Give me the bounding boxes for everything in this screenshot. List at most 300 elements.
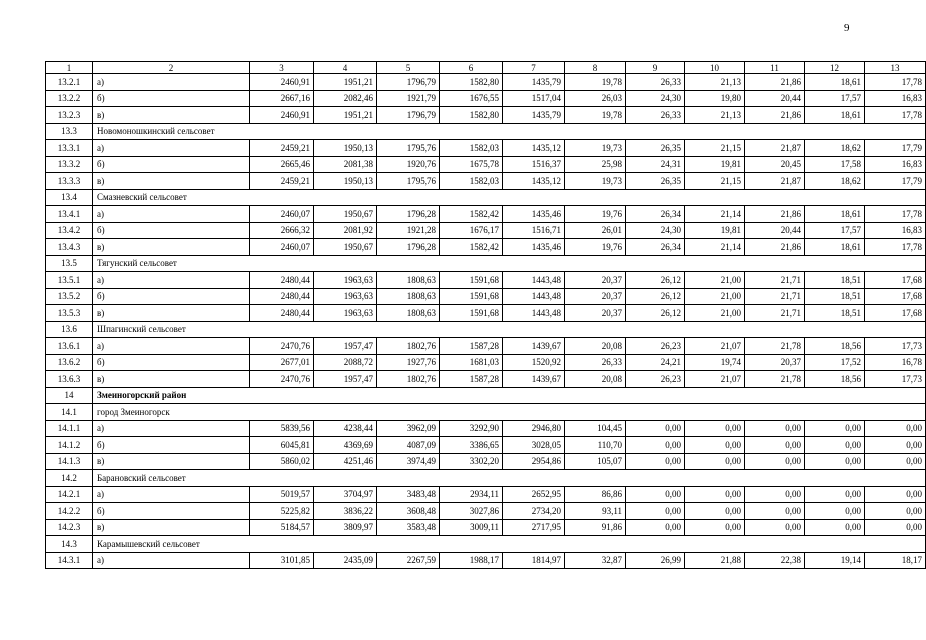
value-cell: 16,83: [865, 90, 926, 107]
row-code: 13.6.1: [46, 338, 93, 355]
value-cell: 26,01: [565, 222, 626, 239]
value-cell: 20,37: [565, 272, 626, 289]
value-cell: 0,00: [626, 503, 685, 520]
value-cell: 21,00: [685, 272, 745, 289]
row-code: 14.2.2: [46, 503, 93, 520]
value-cell: 1435,12: [503, 140, 565, 157]
value-cell: 17,73: [865, 338, 926, 355]
value-cell: 20,08: [565, 338, 626, 355]
value-cell: 1950,13: [314, 173, 377, 190]
row-variant: в): [93, 173, 250, 190]
value-cell: 16,83: [865, 222, 926, 239]
row-code: 13.2.1: [46, 74, 93, 91]
value-cell: 17,68: [865, 272, 926, 289]
value-cell: 19,73: [565, 140, 626, 157]
value-cell: 1950,67: [314, 206, 377, 223]
value-cell: 1921,28: [377, 222, 440, 239]
table-row: [46, 74, 926, 91]
value-cell: 26,35: [626, 140, 685, 157]
row-variant: б): [93, 156, 250, 173]
value-cell: 2459,21: [250, 140, 314, 157]
row-variant: а): [93, 420, 250, 437]
value-cell: 17,79: [865, 140, 926, 157]
value-cell: 21,07: [685, 338, 745, 355]
value-cell: 2082,46: [314, 90, 377, 107]
value-cell: 17,52: [805, 354, 865, 371]
row-code: 13.6.2: [46, 354, 93, 371]
value-cell: 1796,79: [377, 74, 440, 91]
row-code: 13.4.2: [46, 222, 93, 239]
value-cell: 0,00: [865, 453, 926, 470]
value-cell: 21,78: [745, 338, 805, 355]
district-row: [46, 387, 926, 404]
value-cell: 5839,56: [250, 420, 314, 437]
value-cell: 1435,79: [503, 74, 565, 91]
value-cell: 0,00: [626, 437, 685, 454]
value-cell: 1591,68: [440, 305, 503, 322]
row-code: 14.2.3: [46, 519, 93, 536]
value-cell: 17,68: [865, 288, 926, 305]
column-header: 3: [250, 62, 314, 74]
section-row: [46, 255, 926, 272]
value-cell: 21,07: [685, 371, 745, 388]
section-code: 13.5: [46, 255, 93, 272]
value-cell: 26,99: [626, 552, 685, 569]
section-code: 14: [46, 387, 93, 404]
value-cell: 21,88: [685, 552, 745, 569]
header-row: [46, 62, 926, 74]
value-cell: 4087,09: [377, 437, 440, 454]
value-cell: 1517,04: [503, 90, 565, 107]
value-cell: 0,00: [865, 437, 926, 454]
value-cell: 2934,11: [440, 486, 503, 503]
value-cell: 1988,17: [440, 552, 503, 569]
value-cell: 2460,91: [250, 74, 314, 91]
value-cell: 2460,91: [250, 107, 314, 124]
value-cell: 1921,79: [377, 90, 440, 107]
value-cell: 0,00: [745, 420, 805, 437]
value-cell: 1795,76: [377, 140, 440, 157]
value-cell: 17,68: [865, 305, 926, 322]
row-variant: в): [93, 519, 250, 536]
value-cell: 1676,17: [440, 222, 503, 239]
value-cell: 2470,76: [250, 338, 314, 355]
value-cell: 3608,48: [377, 503, 440, 520]
value-cell: 26,12: [626, 272, 685, 289]
value-cell: 21,14: [685, 206, 745, 223]
row-variant: в): [93, 371, 250, 388]
value-cell: 1675,78: [440, 156, 503, 173]
value-cell: 1582,80: [440, 74, 503, 91]
value-cell: 16,78: [865, 354, 926, 371]
table-row: [46, 338, 926, 355]
value-cell: 17,78: [865, 206, 926, 223]
value-cell: 19,81: [685, 222, 745, 239]
column-header: 8: [565, 62, 626, 74]
value-cell: 21,15: [685, 173, 745, 190]
value-cell: 6045,81: [250, 437, 314, 454]
value-cell: 21,00: [685, 288, 745, 305]
column-header: 4: [314, 62, 377, 74]
value-cell: 2946,80: [503, 420, 565, 437]
section-title: Карамышевский сельсовет: [93, 536, 926, 553]
row-variant: а): [93, 140, 250, 157]
value-cell: 2460,07: [250, 239, 314, 256]
row-code: 13.4.1: [46, 206, 93, 223]
table-row: [46, 173, 926, 190]
value-cell: 1582,80: [440, 107, 503, 124]
value-cell: 21,86: [745, 239, 805, 256]
section-code: 14.2: [46, 470, 93, 487]
table-row: [46, 371, 926, 388]
value-cell: 24,21: [626, 354, 685, 371]
value-cell: 1796,79: [377, 107, 440, 124]
value-cell: 25,98: [565, 156, 626, 173]
table-row: [46, 107, 926, 124]
table-row: [46, 453, 926, 470]
value-cell: 1591,68: [440, 288, 503, 305]
value-cell: 3704,97: [314, 486, 377, 503]
value-cell: 2954,86: [503, 453, 565, 470]
value-cell: 1435,46: [503, 239, 565, 256]
value-cell: 26,23: [626, 338, 685, 355]
value-cell: 26,33: [565, 354, 626, 371]
value-cell: 21,78: [745, 371, 805, 388]
value-cell: 1582,42: [440, 239, 503, 256]
row-variant: в): [93, 305, 250, 322]
value-cell: 1796,28: [377, 239, 440, 256]
value-cell: 1950,13: [314, 140, 377, 157]
table-row: [46, 90, 926, 107]
value-cell: 2267,59: [377, 552, 440, 569]
column-header: 2: [93, 62, 250, 74]
column-header: 10: [685, 62, 745, 74]
value-cell: 1587,28: [440, 371, 503, 388]
value-cell: 1920,76: [377, 156, 440, 173]
value-cell: 2666,32: [250, 222, 314, 239]
district-title: Змеиногорский район: [93, 387, 926, 404]
column-header: 9: [626, 62, 685, 74]
row-code: 14.3.1: [46, 552, 93, 569]
value-cell: 3836,22: [314, 503, 377, 520]
value-cell: 21,14: [685, 239, 745, 256]
value-cell: 26,03: [565, 90, 626, 107]
value-cell: 19,81: [685, 156, 745, 173]
value-cell: 18,56: [805, 371, 865, 388]
value-cell: 0,00: [626, 519, 685, 536]
value-cell: 0,00: [865, 420, 926, 437]
value-cell: 3386,65: [440, 437, 503, 454]
table-row: [46, 503, 926, 520]
value-cell: 0,00: [745, 437, 805, 454]
value-cell: 20,44: [745, 222, 805, 239]
value-cell: 2081,38: [314, 156, 377, 173]
value-cell: 3027,86: [440, 503, 503, 520]
value-cell: 18,61: [805, 107, 865, 124]
table-row: [46, 486, 926, 503]
value-cell: 2480,44: [250, 305, 314, 322]
table-row: [46, 239, 926, 256]
value-cell: 93,11: [565, 503, 626, 520]
row-code: 13.2.2: [46, 90, 93, 107]
value-cell: 19,76: [565, 239, 626, 256]
value-cell: 0,00: [745, 519, 805, 536]
row-code: 13.5.3: [46, 305, 93, 322]
value-cell: 18,61: [805, 239, 865, 256]
value-cell: 4238,44: [314, 420, 377, 437]
value-cell: 1582,03: [440, 173, 503, 190]
value-cell: 2652,95: [503, 486, 565, 503]
value-cell: 1520,92: [503, 354, 565, 371]
value-cell: 18,51: [805, 288, 865, 305]
value-cell: 5184,57: [250, 519, 314, 536]
value-cell: 1957,47: [314, 371, 377, 388]
row-variant: а): [93, 338, 250, 355]
row-variant: а): [93, 74, 250, 91]
value-cell: 3302,20: [440, 453, 503, 470]
value-cell: 17,79: [865, 173, 926, 190]
value-cell: 1443,48: [503, 288, 565, 305]
table-row: [46, 156, 926, 173]
value-cell: 18,62: [805, 173, 865, 190]
value-cell: 1435,79: [503, 107, 565, 124]
value-cell: 0,00: [626, 453, 685, 470]
row-variant: а): [93, 272, 250, 289]
section-row: [46, 189, 926, 206]
value-cell: 1443,48: [503, 305, 565, 322]
value-cell: 2717,95: [503, 519, 565, 536]
section-title: Тягунский сельсовет: [93, 255, 926, 272]
value-cell: 110,70: [565, 437, 626, 454]
value-cell: 0,00: [745, 486, 805, 503]
value-cell: 20,45: [745, 156, 805, 173]
value-cell: 1808,63: [377, 272, 440, 289]
value-cell: 1582,03: [440, 140, 503, 157]
value-cell: 0,00: [685, 453, 745, 470]
row-variant: б): [93, 503, 250, 520]
value-cell: 26,35: [626, 173, 685, 190]
row-variant: б): [93, 90, 250, 107]
value-cell: 0,00: [805, 486, 865, 503]
value-cell: 20,37: [565, 305, 626, 322]
value-cell: 21,13: [685, 107, 745, 124]
value-cell: 3809,97: [314, 519, 377, 536]
section-code: 13.3: [46, 123, 93, 140]
value-cell: 1950,67: [314, 239, 377, 256]
value-cell: 17,73: [865, 371, 926, 388]
value-cell: 24,31: [626, 156, 685, 173]
value-cell: 4369,69: [314, 437, 377, 454]
value-cell: 24,30: [626, 90, 685, 107]
value-cell: 5019,57: [250, 486, 314, 503]
row-variant: б): [93, 288, 250, 305]
value-cell: 18,56: [805, 338, 865, 355]
value-cell: 0,00: [805, 519, 865, 536]
value-cell: 20,08: [565, 371, 626, 388]
value-cell: 0,00: [805, 437, 865, 454]
value-cell: 1802,76: [377, 338, 440, 355]
value-cell: 1795,76: [377, 173, 440, 190]
value-cell: 26,34: [626, 206, 685, 223]
value-cell: 19,73: [565, 173, 626, 190]
section-row: [46, 321, 926, 338]
section-row: [46, 470, 926, 487]
table-row: [46, 305, 926, 322]
value-cell: 1676,55: [440, 90, 503, 107]
value-cell: 26,33: [626, 74, 685, 91]
row-code: 13.3.1: [46, 140, 93, 157]
value-cell: 0,00: [626, 486, 685, 503]
value-cell: 1443,48: [503, 272, 565, 289]
value-cell: 3962,09: [377, 420, 440, 437]
value-cell: 1951,21: [314, 74, 377, 91]
row-code: 14.1.2: [46, 437, 93, 454]
value-cell: 2435,09: [314, 552, 377, 569]
value-cell: 17,57: [805, 90, 865, 107]
column-header: 12: [805, 62, 865, 74]
value-cell: 1591,68: [440, 272, 503, 289]
value-cell: 19,78: [565, 107, 626, 124]
row-variant: б): [93, 354, 250, 371]
value-cell: 1681,03: [440, 354, 503, 371]
value-cell: 17,58: [805, 156, 865, 173]
row-variant: в): [93, 453, 250, 470]
table-row: [46, 552, 926, 569]
row-variant: в): [93, 107, 250, 124]
value-cell: 21,87: [745, 173, 805, 190]
value-cell: 2460,07: [250, 206, 314, 223]
row-code: 14.1.1: [46, 420, 93, 437]
value-cell: 1957,47: [314, 338, 377, 355]
table-row: [46, 437, 926, 454]
table-row: [46, 206, 926, 223]
table-row: [46, 420, 926, 437]
section-row: [46, 536, 926, 553]
value-cell: 2677,01: [250, 354, 314, 371]
value-cell: 3974,49: [377, 453, 440, 470]
value-cell: 19,76: [565, 206, 626, 223]
value-cell: 26,33: [626, 107, 685, 124]
value-cell: 21,71: [745, 272, 805, 289]
section-row: [46, 123, 926, 140]
section-title: Шпагинский сельсовет: [93, 321, 926, 338]
value-cell: 17,78: [865, 74, 926, 91]
value-cell: 0,00: [626, 420, 685, 437]
row-code: 14.1.3: [46, 453, 93, 470]
page-number: 9: [844, 22, 850, 34]
value-cell: 0,00: [805, 453, 865, 470]
value-cell: 3101,85: [250, 552, 314, 569]
value-cell: 86,86: [565, 486, 626, 503]
value-cell: 0,00: [745, 453, 805, 470]
value-cell: 1963,63: [314, 288, 377, 305]
value-cell: 2665,46: [250, 156, 314, 173]
value-cell: 18,61: [805, 74, 865, 91]
value-cell: 91,86: [565, 519, 626, 536]
value-cell: 26,34: [626, 239, 685, 256]
value-cell: 105,07: [565, 453, 626, 470]
value-cell: 104,45: [565, 420, 626, 437]
value-cell: 2480,44: [250, 272, 314, 289]
section-title: Смазневский сельсовет: [93, 189, 926, 206]
value-cell: 2081,92: [314, 222, 377, 239]
value-cell: 2734,20: [503, 503, 565, 520]
table-row: [46, 519, 926, 536]
value-cell: 1439,67: [503, 338, 565, 355]
section-code: 14.1: [46, 404, 93, 421]
section-code: 13.4: [46, 189, 93, 206]
value-cell: 1808,63: [377, 288, 440, 305]
value-cell: 0,00: [685, 437, 745, 454]
value-cell: 4251,46: [314, 453, 377, 470]
value-cell: 1439,67: [503, 371, 565, 388]
column-header: 5: [377, 62, 440, 74]
value-cell: 2470,76: [250, 371, 314, 388]
value-cell: 0,00: [865, 519, 926, 536]
value-cell: 2667,16: [250, 90, 314, 107]
value-cell: 1802,76: [377, 371, 440, 388]
row-code: 14.2.1: [46, 486, 93, 503]
value-cell: 19,14: [805, 552, 865, 569]
value-cell: 21,13: [685, 74, 745, 91]
value-cell: 21,00: [685, 305, 745, 322]
value-cell: 24,30: [626, 222, 685, 239]
value-cell: 1927,76: [377, 354, 440, 371]
value-cell: 2459,21: [250, 173, 314, 190]
section-title: город Змеиногорск: [93, 404, 926, 421]
column-header: 11: [745, 62, 805, 74]
value-cell: 19,74: [685, 354, 745, 371]
row-code: 13.2.3: [46, 107, 93, 124]
value-cell: 16,83: [865, 156, 926, 173]
value-cell: 1516,37: [503, 156, 565, 173]
value-cell: 0,00: [865, 503, 926, 520]
value-cell: 1808,63: [377, 305, 440, 322]
value-cell: 18,51: [805, 305, 865, 322]
table-row: [46, 140, 926, 157]
value-cell: 17,78: [865, 107, 926, 124]
value-cell: 5860,02: [250, 453, 314, 470]
value-cell: 18,61: [805, 206, 865, 223]
row-code: 13.4.3: [46, 239, 93, 256]
value-cell: 20,37: [745, 354, 805, 371]
row-code: 13.5.2: [46, 288, 93, 305]
column-header: 7: [503, 62, 565, 74]
value-cell: 2088,72: [314, 354, 377, 371]
value-cell: 20,44: [745, 90, 805, 107]
value-cell: 21,15: [685, 140, 745, 157]
value-cell: 18,62: [805, 140, 865, 157]
row-variant: б): [93, 222, 250, 239]
value-cell: 19,80: [685, 90, 745, 107]
value-cell: 0,00: [865, 486, 926, 503]
value-cell: 1582,42: [440, 206, 503, 223]
value-cell: 1435,12: [503, 173, 565, 190]
value-cell: 0,00: [685, 420, 745, 437]
value-cell: 17,78: [865, 239, 926, 256]
section-code: 13.6: [46, 321, 93, 338]
column-header: 6: [440, 62, 503, 74]
data-table: [45, 61, 926, 569]
value-cell: 3009,11: [440, 519, 503, 536]
column-header: 13: [865, 62, 926, 74]
row-variant: а): [93, 552, 250, 569]
table-row: [46, 222, 926, 239]
row-variant: а): [93, 486, 250, 503]
row-variant: в): [93, 239, 250, 256]
table-row: [46, 272, 926, 289]
value-cell: 2480,44: [250, 288, 314, 305]
